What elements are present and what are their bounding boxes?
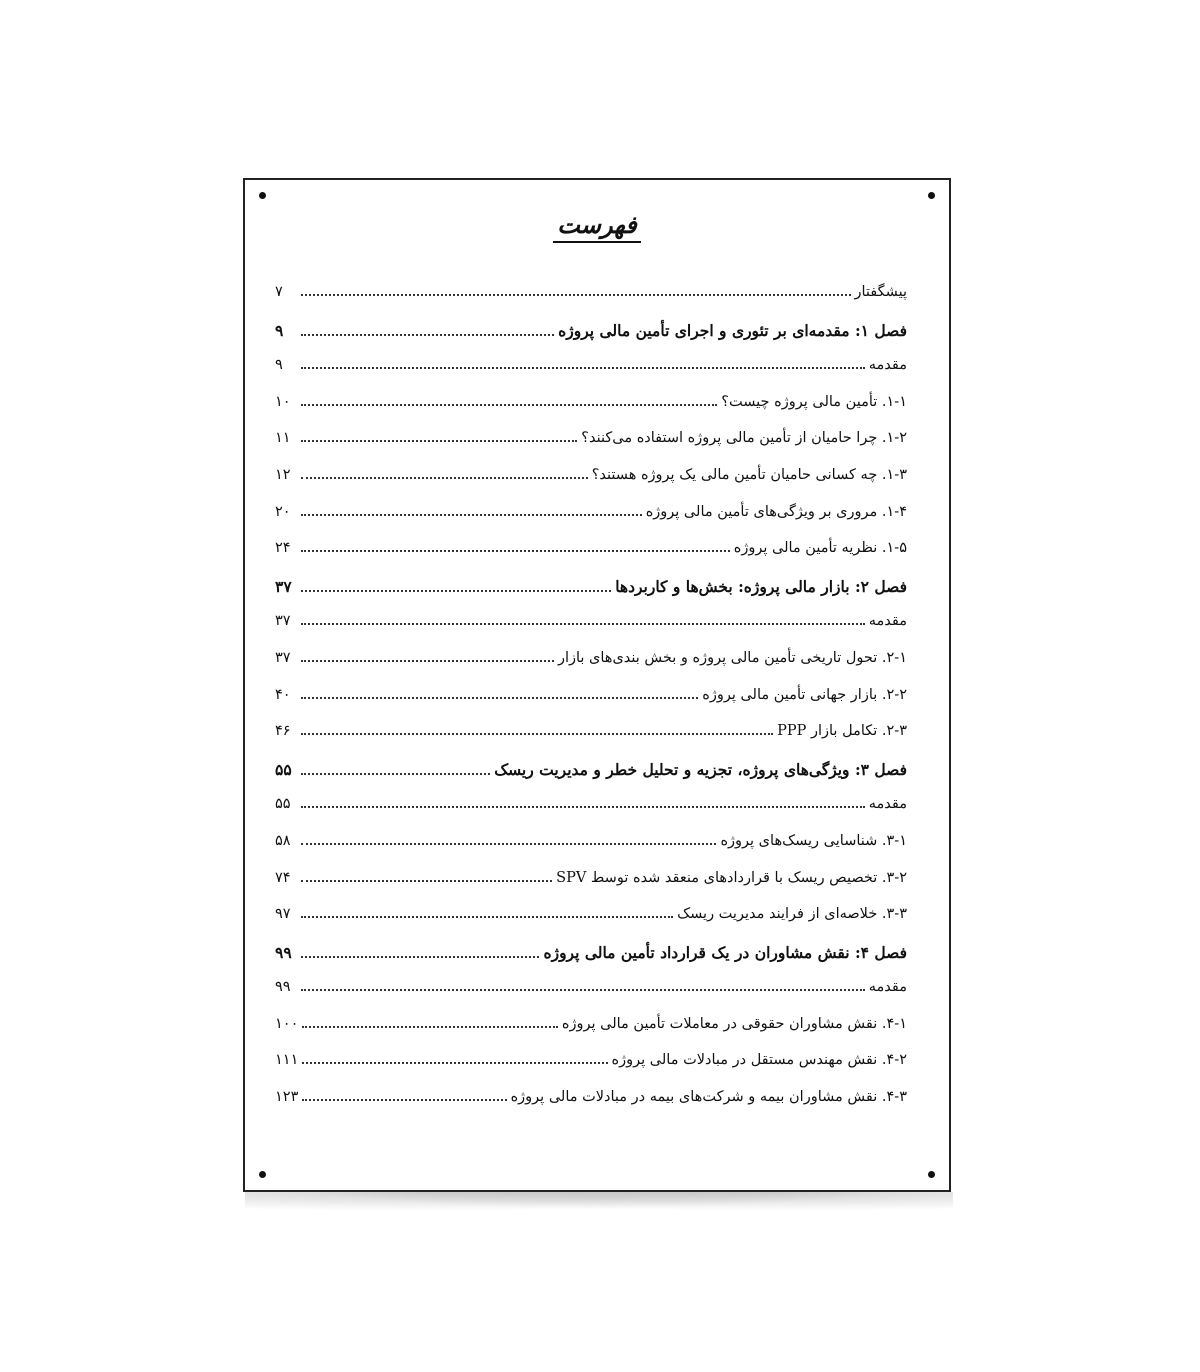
toc-leader-dots	[301, 659, 554, 662]
toc-page-number: ۱۱	[275, 430, 291, 447]
toc-leader-dots	[301, 403, 717, 406]
toc-page-number: ۱۰	[275, 393, 291, 410]
toc-page-number: ۱۲	[275, 466, 291, 483]
toc-leader-dots	[301, 805, 865, 808]
toc-entry-row	[275, 467, 907, 504]
toc-entry-row	[275, 833, 907, 870]
corner-dot-bottom-left	[259, 1171, 266, 1178]
toc-entry-text: ۴-۲. نقش مهندس مستقل در مبادلات مالی پروژه	[611, 1052, 907, 1069]
toc-entry-row	[275, 504, 907, 541]
toc-entry-text: ۲-۱. تحول تاریخی تأمین مالی پروژه و بخش بندی‌های بازار	[557, 649, 907, 666]
toc-chapter-row	[275, 943, 907, 980]
toc-entry-text: فصل ۱: مقدمه‌ای بر تئوری و اجرای تأمین مالی پروژه	[558, 320, 907, 340]
toc-entry-text: مقدمه	[868, 979, 907, 996]
toc-page-number: ۳۷	[275, 649, 291, 666]
toc-leader-dots	[301, 476, 588, 479]
toc-leader-dots	[302, 1098, 506, 1101]
toc-leader-dots	[301, 513, 642, 516]
toc-entry-row	[275, 906, 907, 943]
toc-entry-row	[275, 613, 907, 650]
toc-entry-text: ۲-۳. تکامل بازار PPP	[777, 723, 907, 740]
toc-page-number: ۹	[275, 357, 283, 374]
toc-page-number: ۵۵	[275, 796, 291, 813]
toc-entry-text: مقدمه	[868, 796, 907, 813]
toc-entry-row	[275, 357, 907, 394]
toc-entry-text: فصل ۴: نقش مشاوران در یک قرارداد تأمین مالی پروژه	[543, 942, 907, 962]
toc-leader-dots	[301, 915, 673, 918]
toc-entry-text: ۳-۱. شناسایی ریسک‌های پروژه	[720, 832, 907, 849]
toc-entry-text: مقدمه	[868, 357, 907, 374]
toc-entry-row	[275, 796, 907, 833]
toc-entry-text: پیشگفتار	[854, 284, 907, 300]
toc-page-number: ۱۱۱	[275, 1052, 299, 1069]
toc-page-number: ۵۸	[275, 832, 291, 849]
toc-page-number: ۴۶	[275, 723, 291, 740]
toc-entry-row	[275, 870, 907, 907]
toc-page-number: ۲۴	[275, 540, 291, 557]
toc-entry-row	[275, 1052, 907, 1089]
toc-leader-dots	[301, 333, 554, 336]
toc-leader-dots	[301, 366, 865, 369]
toc-list	[275, 284, 907, 1126]
toc-leader-dots	[302, 1061, 607, 1064]
toc-page-number: ۹۹	[275, 979, 291, 996]
toc-leader-dots	[301, 955, 539, 958]
toc-title-text: فهرست	[553, 210, 640, 243]
toc-entry-row	[275, 1089, 907, 1126]
toc-page-number: ۷	[275, 284, 283, 300]
toc-page-number: ۴۰	[275, 686, 291, 703]
toc-page	[243, 178, 951, 1192]
toc-leader-dots	[301, 293, 851, 296]
toc-page-number: ۵۵	[275, 759, 292, 779]
toc-leader-dots	[301, 732, 773, 735]
toc-page-number: ۱۲۳	[275, 1089, 299, 1106]
toc-leader-dots	[301, 879, 552, 882]
toc-leader-dots	[301, 622, 865, 625]
toc-entry-text: ۱-۲. چرا حامیان از تأمین مالی پروژه استفاده می‌کنند؟	[581, 430, 907, 447]
toc-leader-dots	[301, 589, 611, 592]
toc-entry-text: مقدمه	[868, 613, 907, 630]
toc-title	[245, 210, 949, 243]
toc-chapter-row	[275, 321, 907, 358]
toc-entry-text: ۱-۱. تأمین مالی پروژه چیست؟	[721, 393, 907, 410]
toc-entry-row	[275, 284, 907, 321]
toc-entry-row	[275, 1016, 907, 1053]
toc-leader-dots	[301, 772, 490, 775]
toc-entry-text: فصل ۳: ویژگی‌های پروژه، تجزیه و تحلیل خطر و مدیریت ریسک	[494, 759, 907, 779]
toc-entry-row	[275, 650, 907, 687]
toc-page-number: ۳۷	[275, 613, 291, 630]
toc-page-number: ۷۴	[275, 869, 291, 886]
toc-page-number: ۱۰۰	[275, 1015, 299, 1032]
toc-entry-text: ۴-۱. نقش مشاوران حقوقی در معاملات تأمین مالی پروژه	[561, 1015, 907, 1032]
toc-entry-row	[275, 687, 907, 724]
toc-leader-dots	[301, 988, 865, 991]
toc-entry-text: ۱-۵. نظریه تأمین مالی پروژه	[733, 540, 907, 557]
toc-page-number: ۹۷	[275, 906, 291, 923]
toc-leader-dots	[302, 1025, 558, 1028]
toc-entry-text: فصل ۲: بازار مالی پروژه: بخش‌ها و کاربردها	[615, 576, 907, 596]
toc-page-number: ۹۹	[275, 942, 292, 962]
corner-dot-top-right	[928, 192, 935, 199]
toc-chapter-row	[275, 760, 907, 797]
toc-entry-row	[275, 723, 907, 760]
toc-entry-text: ۱-۴. مروری بر ویژگی‌های تأمین مالی پروژه	[645, 503, 907, 520]
toc-page-number: ۳۷	[275, 576, 292, 596]
toc-page-number: ۹	[275, 320, 284, 340]
page-shadow	[245, 1192, 953, 1214]
toc-entry-row	[275, 979, 907, 1016]
toc-chapter-row	[275, 577, 907, 614]
toc-leader-dots	[301, 842, 716, 845]
toc-entry-text: ۳-۲. تخصیص ریسک با قراردادهای منعقد شده توسط SPV	[556, 869, 907, 886]
toc-entry-row	[275, 430, 907, 467]
toc-leader-dots	[301, 696, 698, 699]
toc-entry-text: ۲-۲. بازار جهانی تأمین مالی پروژه	[702, 686, 907, 703]
corner-dot-bottom-right	[928, 1171, 935, 1178]
toc-entry-row	[275, 540, 907, 577]
toc-leader-dots	[301, 549, 730, 552]
corner-dot-top-left	[259, 192, 266, 199]
toc-entry-text: ۳-۳. خلاصه‌ای از فرایند مدیریت ریسک	[677, 906, 907, 923]
toc-entry-text: ۴-۳. نقش مشاوران بیمه و شرکت‌های بیمه در مبادلات مالی پروژه	[510, 1089, 907, 1106]
toc-entry-text: ۱-۳. چه کسانی حامیان تأمین مالی یک پروژه هستند؟	[591, 466, 907, 483]
toc-page-number: ۲۰	[275, 503, 291, 520]
toc-entry-row	[275, 394, 907, 431]
toc-leader-dots	[301, 439, 577, 442]
